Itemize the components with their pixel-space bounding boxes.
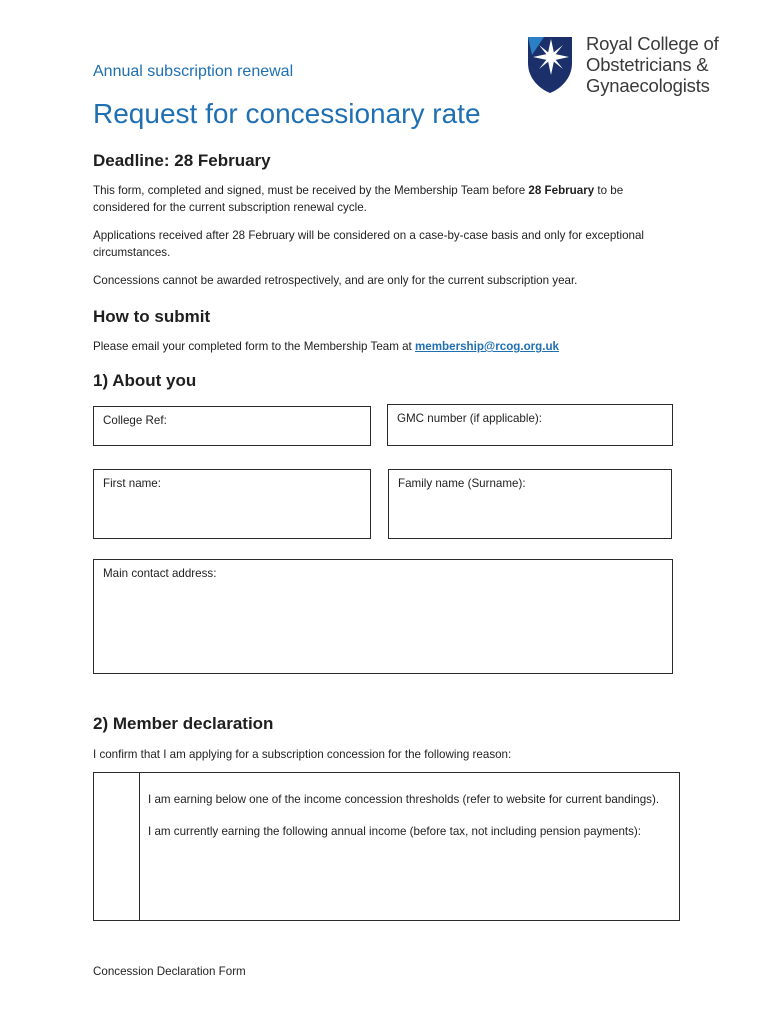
logo-wordmark <box>586 33 719 96</box>
logo-line-2: Obstetricians & <box>586 54 709 75</box>
about-you-heading: 1) About you <box>93 371 197 390</box>
first-name-field[interactable] <box>93 469 371 539</box>
income-threshold-option: I am earning below one of the income concession thresholds (refer to website for current bandings). <box>148 793 660 806</box>
star-shield-icon <box>524 33 576 95</box>
declaration-intro: I confirm that I am applying for a subscription concession for the following reason: <box>93 748 512 761</box>
deadline-paragraph <box>93 182 683 216</box>
retrospective-paragraph: Concessions cannot be awarded retrospectively, and are only for the current subscription year. <box>93 274 578 287</box>
deadline-heading: Deadline: 28 February <box>93 151 271 170</box>
declaration-options <box>148 791 668 855</box>
family-name-field[interactable] <box>388 469 672 539</box>
address-label: Main contact address: <box>103 567 217 580</box>
membership-email-link[interactable]: membership@rcog.org.uk <box>414 340 560 353</box>
gmc-number-field[interactable] <box>387 404 673 446</box>
how-to-submit-heading: How to submit <box>93 307 211 326</box>
gmc-number-label: GMC number (if applicable): <box>397 412 542 425</box>
logo-line-3: Gynaecologists <box>586 75 710 96</box>
first-name-label: First name: <box>103 477 161 490</box>
late-applications-paragraph: Applications received after 28 February will be considered on a case-by-case basis and only for exceptional circumstances. <box>93 229 645 259</box>
annual-income-option: I am currently earning the following annual income (before tax, not including pension payments): <box>148 825 642 838</box>
member-declaration-heading: 2) Member declaration <box>93 714 274 733</box>
submit-instructions <box>93 338 683 355</box>
college-ref-field[interactable] <box>93 406 371 446</box>
address-field[interactable] <box>93 559 673 674</box>
deadline-text-b: to be considered for the current subscription renewal cycle. <box>93 184 624 214</box>
declaration-checkbox-cell[interactable] <box>94 773 140 920</box>
submit-text: Please email your completed form to the Membership Team at <box>93 340 415 353</box>
family-name-label: Family name (Surname): <box>398 477 526 490</box>
page-title: Request for concessionary rate <box>93 98 481 129</box>
page-footer: Concession Declaration Form <box>93 965 246 978</box>
form-eyebrow: Annual subscription renewal <box>93 63 294 80</box>
deadline-date-bold: 28 February <box>528 184 595 197</box>
logo-line-1: Royal College of <box>586 33 719 54</box>
deadline-text-a: This form, completed and signed, must be received by the Membership Team before <box>93 184 529 197</box>
declaration-table <box>93 772 680 921</box>
college-ref-label: College Ref: <box>103 414 167 427</box>
